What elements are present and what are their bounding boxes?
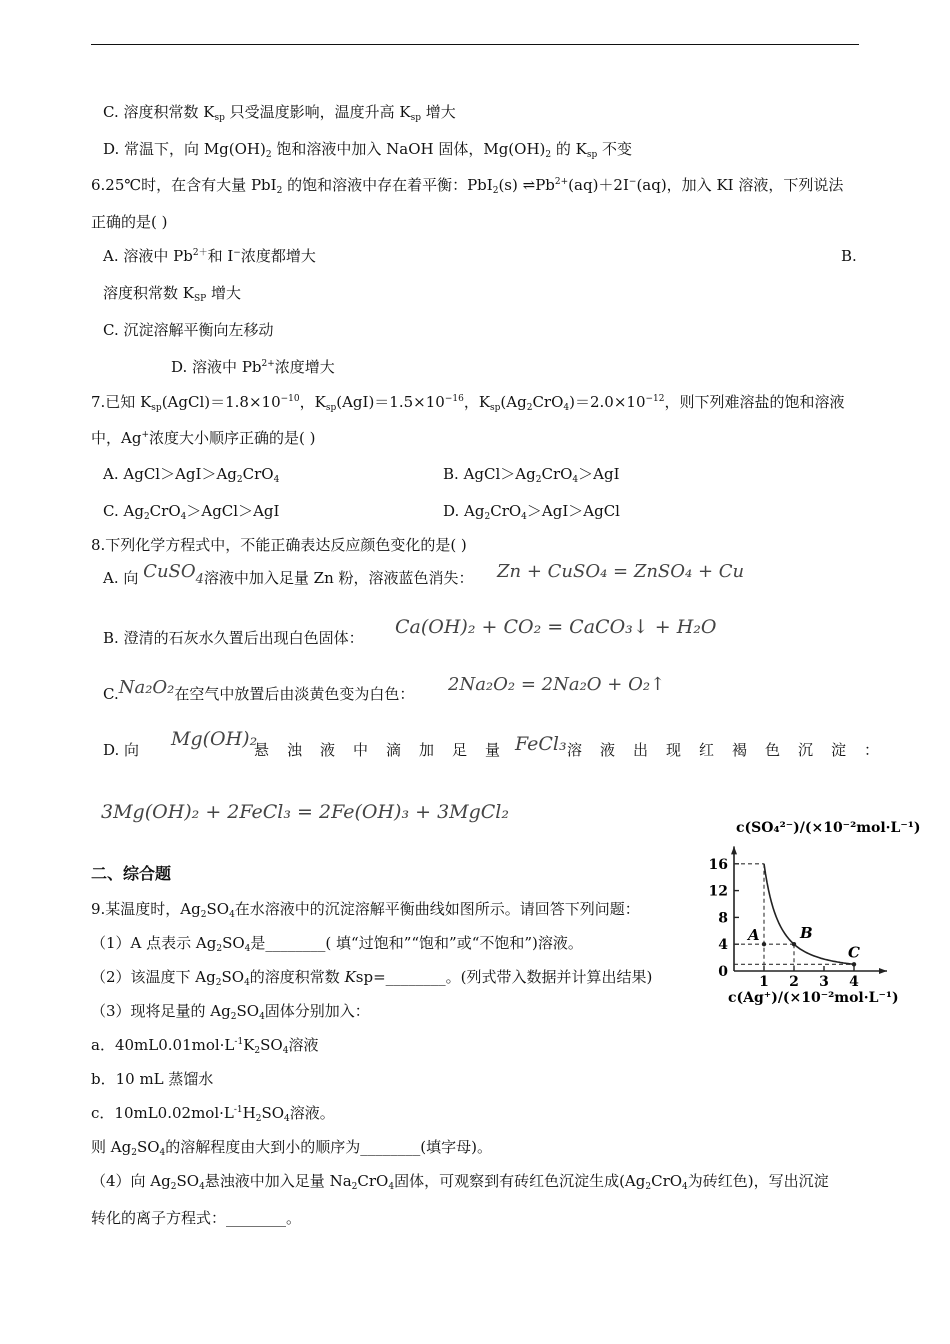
point-label-b: B [800, 924, 813, 943]
x-tick-label: 2 [789, 974, 799, 990]
q9-part1: （1）A 点表示 $Ag_2SO_4$是________( 填“过饱和”“饱和”或“不饱和”)溶液。 [91, 934, 583, 954]
point-a [762, 942, 766, 946]
point-label-c: C [848, 943, 860, 962]
q7-option-d: D. $Ag_2CrO_4>AgI>AgCl$ [443, 502, 620, 522]
point-b [792, 942, 796, 946]
q9-stem: 9.某温度时，$Ag_2SO_4$在水溶液中的沉淀溶解平衡曲线如图所示。请回答下列问题： [91, 900, 640, 920]
q5-option-d: D. 常温下，向 $Mg(OH)_2$ 饱和溶液中加入 NaOH 固体，$Mg(OH)_2$ 的 $K_{sp}$ 不变 [103, 140, 633, 160]
q8-stem: 8.下列化学方程式中，不能正确表达反应颜色变化的是( ) [91, 536, 467, 554]
q6-option-d: D. 溶液中 $Pb^{2+}$浓度增大 [171, 358, 335, 376]
q8-option-a-equation: Zn + CuSO₄ = ZnSO₄ + Cu [497, 561, 745, 582]
q9-part3: （3）现将足量的 $Ag_2SO_4$固体分别加入： [91, 1002, 370, 1022]
q7-option-b: B. $AgCl>Ag_2CrO_4>AgI$ [443, 465, 620, 485]
q8-option-b-equation: Ca(OH)₂ + CO₂ = CaCO₃↓ + H₂O [395, 616, 717, 638]
q9-part2: （2）该温度下 $Ag_2SO_4$的溶度积常数 Ksp=________。(列式带入数据并计算出结果) [91, 968, 653, 988]
q9-item-c: c．$10mL0.02mol\cdot L^{-1}H_2SO_4$溶液。 [91, 1104, 335, 1124]
q7-stem-line1: 7.已知 $K_{sp}(AgCl)=1.8\times 10^{-10}$，$K_{sp}(AgI)=1.5\times 10^{-16}$，$K_{sp}(Ag_2CrO_4)=2.0\times 10^{-12}$，则下列难溶盐的饱和溶液 [91, 393, 845, 413]
y-axis-arrow-icon [731, 846, 737, 854]
q9-item-b: b．10 mL 蒸馏水 [91, 1070, 214, 1088]
point-c [852, 962, 856, 966]
q8-option-c-equation: 2Na₂O₂ = 2Na₂O + O₂↑ [448, 674, 666, 695]
y-axis-label: c(SO₄²⁻)/(×10⁻²mol·L⁻¹) [736, 820, 921, 836]
q9-part4: （4）向 $Ag_2SO_4$悬浊液中加入足量 $Na_2CrO_4$固体，可观察到有砖红色沉淀生成($Ag_2CrO_4$为砖红色)，写出沉淀 [91, 1172, 829, 1192]
q9-item-a: a．$40mL0.01mol\cdot L^{-1}K_2SO_4$溶液 [91, 1036, 319, 1056]
q6-stem-line2: 正确的是( ) [91, 213, 168, 231]
q9-part4-line2: 转化的离子方程式：________。 [91, 1209, 302, 1227]
q6-option-b-label: B. [841, 247, 857, 265]
y-tick-label: 16 [708, 856, 728, 873]
q8-option-d-mid: 悬浊液中滴加足量 [254, 741, 519, 759]
header-rule [91, 44, 859, 45]
q5-option-c: C. 溶度积常数 $K_{sp}$ 只受温度影响，温度升高 $K_{sp}$ 增大 [103, 103, 456, 123]
y-tick-label: 12 [708, 883, 728, 900]
q7-option-a: A. $AgCl>AgI>Ag_2CrO_4$ [103, 465, 280, 485]
equilibrium-arrow-icon: ⇌ [522, 176, 536, 194]
q6-option-b: 溶度积常数 $K_{SP}$ 增大 [103, 284, 241, 304]
q8-option-a: A. 向 CuSO4溶液中加入足量 Zn 粉，溶液蓝色消失： [103, 561, 474, 587]
solubility-curve-chart [698, 808, 928, 1013]
x-tick-label: 4 [849, 974, 859, 990]
point-label-a: A [748, 926, 760, 945]
q8-option-d-equation: 3Mg(OH)₂ + 2FeCl₃ = 2Fe(OH)₃ + 3MgCl₂ [101, 801, 509, 823]
q7-option-c: C. $Ag_2CrO_4>AgCl>AgI$ [103, 502, 280, 522]
q8-option-d-post: 溶液出现红褐色沉淀： [567, 741, 898, 759]
q8-option-d: D. 向 [103, 741, 140, 759]
x-tick-label: 3 [819, 974, 829, 990]
x-axis-arrow-icon [879, 968, 887, 974]
q7-stem-line2: 中，Ag+浓度大小顺序正确的是( ) [91, 429, 316, 447]
x-tick-label: 1 [759, 974, 769, 990]
q8-option-b: B. 澄清的石灰水久置后出现白色固体： [103, 629, 364, 647]
q6-option-c: C. 沉淀溶解平衡向左移动 [103, 321, 274, 339]
q8-option-d-formula1: Mg(OH)₂ [171, 728, 258, 750]
q9-rank: 则 $Ag_2SO_4$的溶解程度由大到小的顺序为________(填字母)。 [91, 1138, 492, 1158]
q6-option-a: A. 溶液中 $Pb^{2+}$和 I−浓度都增大 [103, 247, 316, 265]
q8-option-d-formula2: FeCl₃ [515, 733, 567, 755]
y-tick-label: 8 [718, 910, 728, 927]
y-tick-label: 0 [718, 964, 728, 980]
q8-option-c: C.Na₂O₂在空气中放置后由淡黄色变为白色： [103, 677, 415, 703]
x-axis-label: c(Ag⁺)/(×10⁻²mol·L⁻¹) [728, 990, 899, 1006]
section-title: 二、综合题 [91, 864, 172, 883]
series-curve [764, 864, 854, 965]
y-tick-label: 4 [718, 937, 728, 954]
q6-stem-line1: 6.25℃时，在含有大量 PbI$_2$ 的饱和溶液中存在着平衡：PbI$_2$(s) $\rightleftharpoons Pb^{2+}(aq)+2I^-(aq)$，加入 KI 溶液，下列说法 [91, 176, 844, 196]
